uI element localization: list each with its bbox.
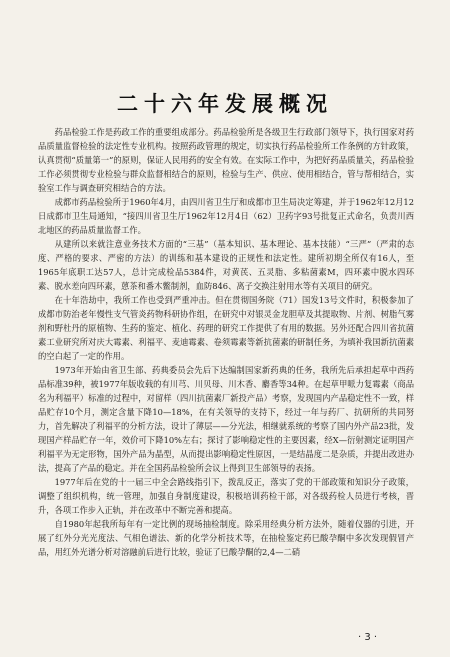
body-text (38, 125, 414, 559)
page-number: · 3 · (358, 632, 378, 643)
paragraph: 药品检验工作是药政工作的重要组成部分。药品检验所是各级卫生行政部门领导下，执行国家对药品质量监督检验的法定性专业机构。按照药政管理的规定，切实执行药品检验所工作条例的方针政策，认真贯彻“质量第一”的原则，保证人民用药的安全有效。在实际工作中，为把好药品质量关，药品检验工作必须贯彻专业检验与群众监督相结合的原则，检验与生产、供应、使用相结合，管与帮相结合，实验室工作与调查研究相结合的方法。 (38, 127, 414, 193)
paragraph: 1977年后在党的十一届三中全会路线指引下，拨乱反正，落实了党的干部政策和知识分子政策，调整了组织机构，统一管理，加强自身制度建设，积极培训药检干部，对各级药检人员进行考核，晋升，各项工作步入正轨，并在改革中不断完善和提高。 (38, 477, 414, 515)
paragraph: 从建所以来就注意业务技术方面的“三基”（基本知识、基本理论、基本技能）“三严”（严肃的态度、严格的要求、严密的方法）的训练和基本建设的正规性和法定性。建所初期全所仅有16人，至1965年底职工达57人，总计完成检品5384件，对黄芪、五灵脂、多粘菌素M，四环素中脱水四环素、脱水差向四环素，蒽茶和番木鳖制剂，血防846、离子交换注射用水等有关项目的研究。 (38, 239, 414, 291)
paragraph: 自1980年起我所每年有一定比例的现场抽检制度。除采用经典分析方法外，随着仪器的引进，开展了红外分光光度法、气相色谱法、新的化学分析技术等，在抽检鉴定药巳酸孕酮中多次发现假冒产品，用红外光谱分析对溶融前后进行比较，验证了巳酸孕酮的2,4—二硝 (38, 519, 414, 557)
paragraph: 成都市药品检验所于1960年4月，由四川省卫生厅和成都市卫生局决定筹建，并于1962年12月12日成都市卫生局通知，“接四川省卫生厅1962年12月4日（62）卫药字93号批复正式命名，负责川西北地区的药品质量监督工作。 (38, 197, 414, 235)
paragraph: 1973年开始由省卫生部、药典委员会先后下达编制国家新药典的任务，我所先后承担起草中西药品标准39种，被1977年版收载的有川芎、川贝母、川木香、麝香等34种。在起草甲哌力复霉素（商品名为利福平）标准的过程中，对留样（四川抗菌素厂新投产品）考察，发现国内产品稳定性不一致，样品贮存10个月，测定含量下降10—18%，在有关领导的支持下，经过一年与药厂、抗研所的共同努力，首先解决了利福平的分析方法，设计了薄层——分光法，相继就系统的考察了国内外产品23批，发现国产样品贮存一年，效价可下降10%左右；探讨了影响稳定性的主要因素，经X—衍射测定证明国产利福平为无定形物，国外产品为晶型，从而提出影响稳定性原因，一是结晶度二是杂质，并提出改进办法，提高了产品的稳定。并在全国药品检验所会议上得到卫生部领导的表扬。 (38, 365, 414, 473)
page-title: 二十六年发展概况 (117, 92, 333, 116)
paragraph: 在十年浩劫中，我所工作也受到严重冲击。但在贯彻国务院（71）国发13号文件时，积极参加了成都市防治老年慢性支气管炎药物科研协作组，在研究中对银灵金龙胆草及其提取物、片剂、树脂气雾剂和野杜丹的原植物、生药的鉴定、植化、药理的研究工作提供了有用的数据。另外还配合四川省抗菌素工业研究所对庆大霉素、利福平、麦迪霉素、卷须霉素等新抗菌素的研制任务，为填补我国新抗菌素的空白起了一定的作用。 (38, 295, 414, 361)
